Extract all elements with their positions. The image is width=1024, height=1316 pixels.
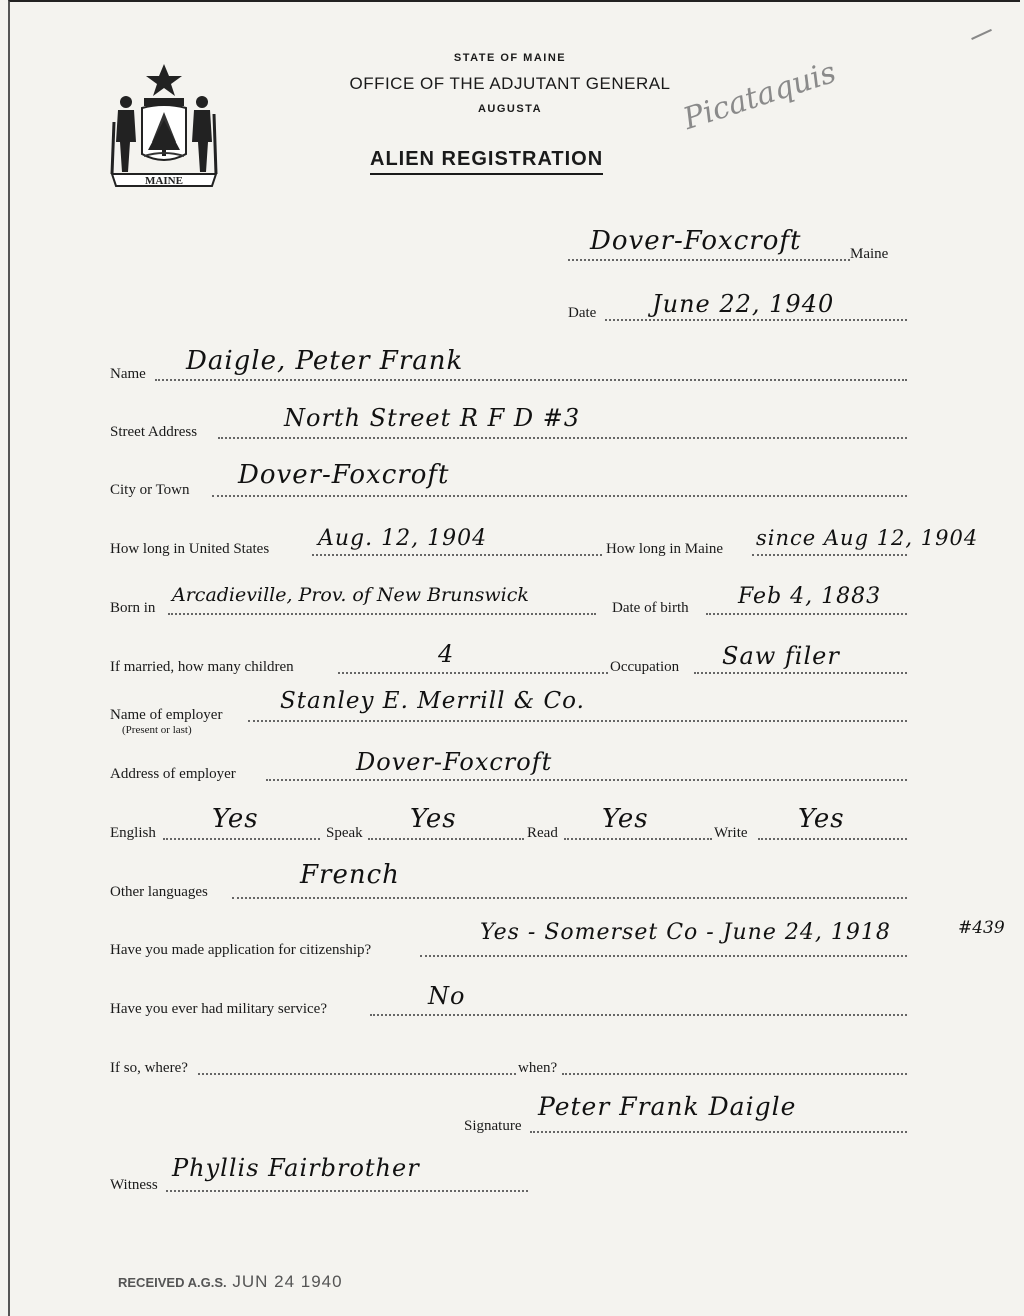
received-stamp	[118, 1272, 343, 1292]
state-heading: STATE OF MAINE	[453, 52, 567, 64]
us-duration-value: Aug. 12, 1904	[318, 526, 488, 551]
military-label: Have you ever had military service?	[110, 1001, 327, 1017]
name-line	[155, 379, 907, 381]
where-label: If so, where?	[110, 1060, 188, 1076]
form-title: ALIEN REGISTRATION	[370, 148, 603, 175]
employer-label: Name of employer	[110, 707, 223, 723]
city-heading: AUGUSTA	[477, 103, 543, 115]
children-line	[338, 672, 608, 674]
when-line	[562, 1073, 907, 1075]
employer-address-value: Dover-Foxcroft	[356, 748, 553, 776]
maine-duration-value: since Aug 12, 1904	[756, 526, 979, 550]
street-label: Street Address	[110, 424, 198, 440]
when-label: when?	[518, 1060, 558, 1076]
citizenship-label: Have you made application for citizenship?	[110, 942, 372, 958]
us-duration-line	[312, 554, 602, 556]
occupation-label: Occupation	[610, 659, 680, 675]
date-value: June 22, 1940	[652, 290, 835, 318]
city-label: City or Town	[110, 482, 190, 498]
signature-label: Signature	[464, 1118, 522, 1134]
english-value: Yes	[212, 804, 259, 834]
birth-date-line	[706, 613, 907, 615]
birthplace-line	[168, 613, 596, 615]
city-line	[212, 495, 907, 497]
signature-line	[530, 1131, 907, 1133]
other-languages-label: Other languages	[110, 884, 208, 900]
date-label: Date	[568, 305, 597, 321]
street-value: North Street R F D #3	[284, 404, 581, 432]
seal-text: MAINE	[145, 175, 183, 187]
other-languages-line	[232, 897, 907, 899]
received-stamp-date: JUN 24 1940	[232, 1272, 343, 1291]
write-value: Yes	[798, 804, 845, 834]
witness-label: Witness	[110, 1177, 158, 1193]
maine-duration-line	[752, 554, 907, 556]
signature-value: Peter Frank Daigle	[538, 1092, 797, 1121]
citizenship-line	[420, 955, 907, 957]
english-label: English	[110, 825, 156, 841]
read-value: Yes	[602, 804, 649, 834]
speak-value: Yes	[410, 804, 457, 834]
birth-date-label: Date of birth	[612, 600, 689, 616]
occupation-line	[694, 672, 907, 674]
name-value: Daigle, Peter Frank	[186, 346, 464, 376]
maine-state-seal	[108, 62, 220, 192]
name-label: Name	[110, 366, 146, 382]
where-line	[198, 1073, 516, 1075]
citizenship-number: #439	[958, 918, 1005, 938]
county-margin-note: Picataquis	[679, 54, 841, 137]
town-value: Dover-Foxcroft	[590, 226, 802, 256]
maine-label: Maine	[850, 246, 889, 262]
speak-line	[368, 838, 524, 840]
birthplace-label: Born in	[110, 600, 156, 616]
town-line	[568, 259, 850, 261]
street-line	[218, 437, 907, 439]
employer-sub-label: (Present or last)	[122, 724, 192, 736]
english-line	[163, 838, 320, 840]
read-line	[564, 838, 712, 840]
children-label: If married, how many children	[110, 659, 294, 675]
received-stamp-label: RECEIVED A.G.S.	[118, 1275, 227, 1290]
us-duration-label: How long in United States	[110, 541, 270, 557]
city-value: Dover-Foxcroft	[238, 460, 450, 490]
military-line	[370, 1014, 907, 1016]
witness-line	[166, 1190, 528, 1192]
employer-line	[248, 720, 907, 722]
office-heading: OFFICE OF THE ADJUTANT GENERAL	[349, 74, 671, 93]
birth-date-value: Feb 4, 1883	[738, 584, 882, 609]
occupation-value: Saw filer	[722, 642, 840, 670]
citizenship-value: Yes - Somerset Co - June 24, 1918	[480, 920, 891, 945]
military-value: No	[428, 982, 466, 1010]
children-value: 4	[438, 640, 455, 668]
write-label: Write	[714, 825, 748, 841]
speak-label: Speak	[326, 825, 363, 841]
write-line	[758, 838, 907, 840]
other-languages-value: French	[300, 860, 400, 890]
witness-value: Phyllis Fairbrother	[172, 1154, 420, 1182]
birthplace-value: Arcadieville, Prov. of New Brunswick	[172, 584, 529, 606]
employer-address-line	[266, 779, 907, 781]
maine-duration-label: How long in Maine	[606, 541, 724, 557]
employer-value: Stanley E. Merrill & Co.	[280, 688, 585, 714]
read-label: Read	[527, 825, 558, 841]
employer-address-label: Address of employer	[110, 766, 236, 782]
date-line	[605, 319, 907, 321]
